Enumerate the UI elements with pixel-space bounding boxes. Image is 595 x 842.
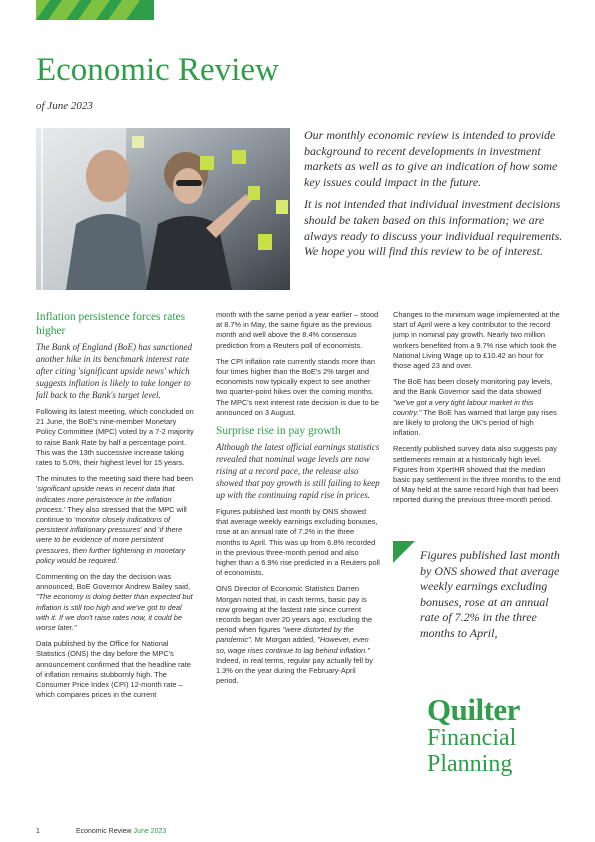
page-footer — [36, 828, 166, 835]
logo-line: Financial — [427, 725, 517, 751]
body-paragraph: month with the same period a year earlier – stood at 8.7% in May, the same figure as the previous month and well above the 8.4% consensus prediction from a Reuters poll of economists. — [216, 310, 379, 350]
intro-text — [304, 128, 566, 267]
body-paragraph: The minutes to the meeting said there had been 'significant upside news in recent data that indicates more persistence in the inflation process.' They also stressed that the MPC will continue to 'monitor closely indications of persistent inflationary pressures' and 'if there were to be evidence of more persistent pressures, then further tightening in monetary policy would be required.' — [36, 474, 193, 565]
header-decoration — [36, 0, 154, 20]
section-heading-pay-growth: Surprise rise in pay growth — [216, 425, 341, 438]
body-paragraph: Data published by the Office for National Statistics (ONS) the day before the MPC's announcement confirmed that the headline rate of inflation remains stubbornly high. The Consumer Price Index (CPI) 12-month rate – which compares prices in the current — [36, 639, 191, 700]
body-paragraph: The CPI inflation rate currently stands more than four times higher than the BoE's 2% target and economists now typically expect to see another two quarter-point hikes over the coming months. The MPC's next interest rate decision is due to be announced on 3 August. — [216, 356, 379, 417]
logo-line: Quilter — [427, 692, 520, 727]
body-paragraph: Commenting on the day the decision was announced, BoE Governor Andrew Bailey said, "The economy is doing better than expected but inflation is still too high and we've got to deal with it. If we don't raise rates now, it could be worse later." — [36, 572, 193, 633]
body-paragraph: Recently published survey data also suggests pay settlements remain at a historically high level. Figures from XpertHR showed that the median basic pay settlement in the three months to the end of May held at the same record high that had been reported during the previous three-month period. — [393, 444, 561, 505]
issue-date: of June 2023 — [36, 100, 93, 112]
quilter-logo — [427, 692, 520, 777]
intro-paragraph: It is not intended that individual investment decisions should be taken based on this information; we are always ready to discuss your individual requirements. We hope you will find this review to be of interest. — [304, 197, 563, 259]
page-number: 1 — [36, 828, 40, 835]
article-column-2 — [216, 310, 380, 692]
article-column-1 — [36, 310, 194, 706]
page-title: Economic Review — [36, 52, 279, 88]
body-paragraph: The BoE has been closely monitoring pay levels, and the Bank Governor said the data showed "we've got a very tight labour market in this country." The BoE has warned that large pay rises are likely to prolong the UK's period of high inflation. — [393, 377, 557, 438]
body-paragraph: Changes to the minimum wage implemented at the start of April were a key contributor to the record jump in nominal pay growth. Nearly two million workers benefited from a 9.7% rise which took the National Living Wage up to £10.42 an hour for those aged 23 and over. — [393, 310, 560, 371]
office-meeting-photo — [36, 128, 290, 290]
section-heading-inflation: Inflation persistence forces rates higher — [36, 311, 186, 337]
body-paragraph: ONS Director of Economic Statistics Darren Morgan noted that, in cash terms, basic pay is now growing at the fastest rate since current records began over 20 years ago, excluding the period when figures "were distorted by the pandemic". Mr Morgan added, "However, even so, wage rises continue to lag behind inflation." Indeed, in real terms, regular pay actually fell by 1.3% on the year during the February-April period. — [216, 584, 373, 686]
logo-line: Planning — [427, 751, 513, 777]
body-paragraph: Following its latest meeting, which concluded on 21 June, the BoE's nine-member Monetary Policy Committee (MPC) voted by a 7-2 majority to raise Bank Rate by half a percentage point. This was the 13th successive increase taking rates to 5.0%, their highest level for 15 years. — [36, 407, 194, 468]
pull-quote-triangle-icon — [393, 541, 415, 563]
footer-date: June 2023 — [133, 828, 167, 835]
section-lead: The Bank of England (BoE) has sanctioned another hike in its benchmark interest rate after citing 'significant upside news' which suggests inflation is likely to take longer to fall back to the Bank's target level. — [36, 342, 192, 400]
pull-quote: Figures published last month by ONS showed that average weekly earnings excluding bonuses, rose at an annual rate of 7.2% in the three months to April, — [420, 548, 560, 640]
intro-paragraph: Our monthly economic review is intended to provide background to recent developments in investment markets as well as to give an indication of how some key issues could impact in the future. — [304, 128, 558, 189]
article-column-3 — [393, 310, 561, 512]
footer-label: Economic Review — [75, 828, 132, 835]
section-lead: Although the latest official earnings statistics revealed that nominal wage levels are now rising at a record pace, the release also showed that pay growth is still failing to keep up with the continuing rapid rise in prices. — [216, 442, 380, 501]
body-paragraph: Figures published last month by ONS showed that average weekly earnings excluding bonuses, rose at an annual rate of 7.2% in the three months to April. This was up from 6.8% recorded in the previous three-month period and also higher than a 6.9% rise predicted in a Reuters poll of economists. — [216, 507, 380, 578]
